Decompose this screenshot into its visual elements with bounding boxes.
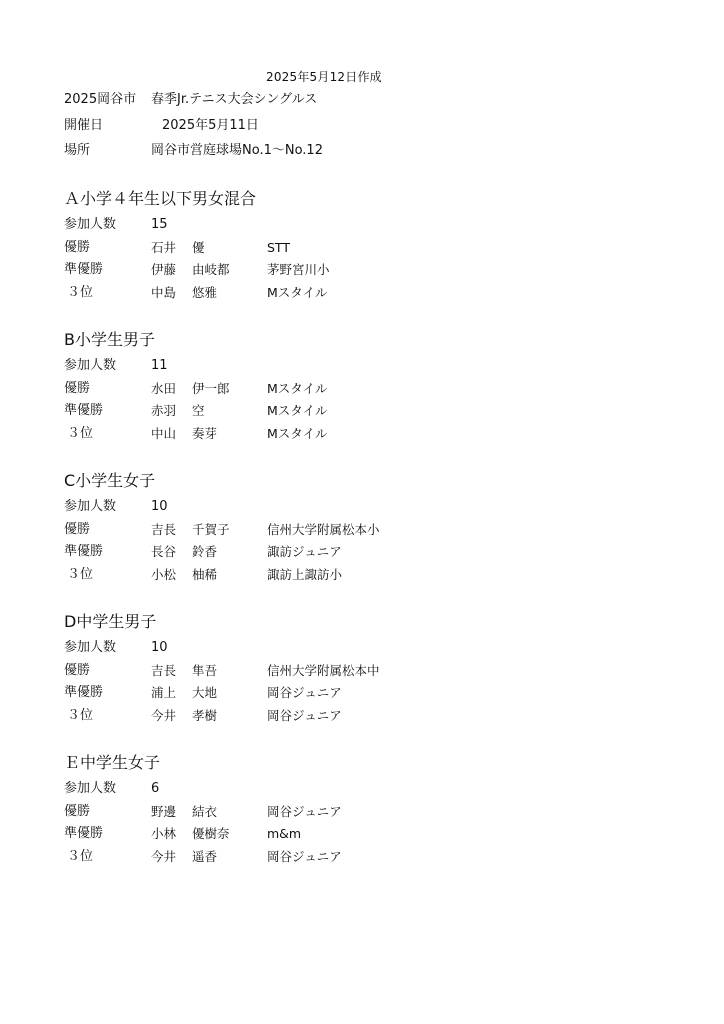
rank-label: ３位: [67, 848, 94, 864]
participants-label: 参加人数: [64, 358, 117, 373]
section-a: [64, 188, 664, 304]
rank-label: ３位: [67, 566, 94, 582]
club-name: 諏訪ジュニア: [267, 544, 342, 559]
club-name: 岡谷ジュニア: [267, 848, 342, 864]
participants-row: [64, 778, 664, 801]
given-name: 優樹奈: [192, 826, 230, 841]
family-name: 伊藤: [151, 262, 177, 277]
participants-row: [64, 355, 664, 378]
section-d: [64, 611, 664, 727]
given-name: 遥香: [192, 848, 218, 864]
given-name: 千賀子: [192, 521, 230, 537]
section-title: Ｅ中学生女子: [64, 753, 161, 772]
family-name: 石井: [151, 239, 177, 255]
family-name: 吉長: [151, 521, 177, 537]
date-value: 2025年5月11日: [162, 118, 259, 133]
club-name: 信州大学附属松本中: [267, 662, 380, 678]
result-row-third: [64, 705, 664, 728]
section-title: Ａ小学４年生以下男女混合: [64, 189, 257, 208]
result-row-runner-up: [64, 682, 664, 705]
date-label: 開催日: [64, 118, 104, 133]
family-name: 今井: [151, 848, 177, 864]
rank-label: 準優勝: [64, 685, 104, 700]
section-title: B小学生男子: [64, 330, 155, 349]
participants-count: 6: [151, 781, 160, 796]
family-name: 浦上: [151, 685, 177, 700]
participants-count: 10: [151, 499, 168, 514]
result-row-winner: [64, 237, 664, 260]
section-title: D中学生男子: [64, 612, 157, 631]
participants-row: [64, 637, 664, 660]
result-row-third: [64, 564, 664, 587]
club-name: Mスタイル: [267, 380, 328, 396]
rank-label: 準優勝: [64, 826, 104, 841]
result-row-winner: [64, 519, 664, 542]
family-name: 小松: [151, 566, 177, 582]
rank-label: 優勝: [64, 662, 91, 678]
rank-label: 優勝: [64, 803, 91, 819]
result-row-runner-up: [64, 541, 664, 564]
participants-row: [64, 496, 664, 519]
club-name: Mスタイル: [267, 284, 328, 300]
section-b: [64, 329, 664, 445]
rank-label: ３位: [67, 707, 94, 723]
given-name: 優: [192, 239, 205, 255]
result-row-winner: [64, 801, 664, 824]
club-name: 岡谷ジュニア: [267, 707, 342, 723]
participants-count: 11: [151, 358, 168, 373]
rank-label: 優勝: [64, 380, 91, 396]
title-prefix: 2025岡谷市: [64, 92, 137, 107]
result-row-third: [64, 423, 664, 446]
given-name: 鈴香: [192, 544, 218, 559]
participants-label: 参加人数: [64, 217, 117, 232]
family-name: 野邊: [151, 803, 177, 819]
rank-label: 準優勝: [64, 403, 104, 418]
given-name: 空: [192, 403, 205, 418]
club-name: 信州大学附属松本小: [267, 521, 380, 537]
family-name: 中山: [151, 425, 177, 441]
participants-count: 10: [151, 640, 168, 655]
result-row-third: [64, 846, 664, 869]
given-name: 隼吾: [192, 662, 218, 678]
club-name: 岡谷ジュニア: [267, 803, 342, 819]
given-name: 由岐都: [192, 262, 230, 277]
given-name: 悠雅: [192, 284, 218, 300]
section-title: C小学生女子: [64, 471, 156, 490]
result-row-runner-up: [64, 823, 664, 846]
rank-label: ３位: [67, 284, 94, 300]
venue-value: 岡谷市営庭球場No.1～No.12: [151, 143, 323, 158]
rank-label: ３位: [67, 425, 94, 441]
given-name: 柚稀: [192, 566, 218, 582]
given-name: 孝樹: [192, 707, 218, 723]
participants-row: [64, 214, 664, 237]
result-row-runner-up: [64, 259, 664, 282]
tournament-title: 春季Jr.テニス大会シングルス: [151, 92, 318, 107]
section-e: [64, 752, 664, 868]
result-row-winner: [64, 660, 664, 683]
family-name: 吉長: [151, 662, 177, 678]
family-name: 中島: [151, 284, 177, 300]
created-date: 2025年5月12日作成: [266, 70, 382, 84]
family-name: 長谷: [151, 544, 177, 559]
given-name: 結衣: [192, 803, 218, 819]
participants-count: 15: [151, 217, 168, 232]
participants-label: 参加人数: [64, 781, 117, 796]
family-name: 水田: [151, 380, 177, 396]
participants-label: 参加人数: [64, 640, 117, 655]
club-name: 諏訪上諏訪小: [267, 566, 343, 582]
result-row-third: [64, 282, 664, 305]
club-name: 茅野宮川小: [267, 262, 330, 277]
given-name: 奏芽: [192, 425, 218, 441]
given-name: 伊一郎: [192, 380, 230, 396]
result-row-winner: [64, 378, 664, 401]
family-name: 赤羽: [151, 403, 177, 418]
rank-label: 準優勝: [64, 544, 104, 559]
venue-label: 場所: [64, 143, 91, 158]
club-name: m&m: [267, 826, 302, 841]
given-name: 大地: [192, 685, 218, 700]
rank-label: 準優勝: [64, 262, 104, 277]
club-name: Mスタイル: [267, 425, 328, 441]
club-name: 岡谷ジュニア: [267, 685, 342, 700]
rank-label: 優勝: [64, 239, 91, 255]
family-name: 今井: [151, 707, 177, 723]
participants-label: 参加人数: [64, 499, 117, 514]
club-name: STT: [267, 239, 290, 255]
rank-label: 優勝: [64, 521, 91, 537]
result-row-runner-up: [64, 400, 664, 423]
family-name: 小林: [151, 826, 177, 841]
section-c: [64, 470, 664, 586]
club-name: Mスタイル: [267, 403, 328, 418]
